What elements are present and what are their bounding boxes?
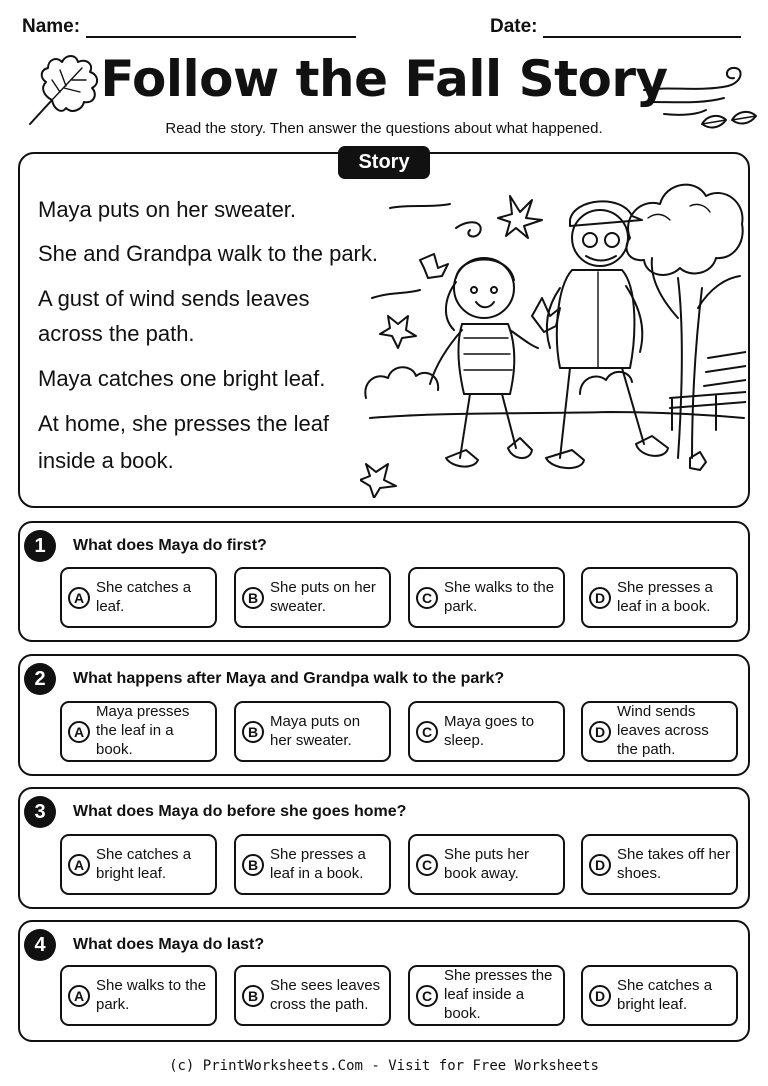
footer-credit: (c) PrintWorksheets.Com - Visit for Free Worksheets	[169, 1058, 599, 1074]
page-title: Follow the Fall Story	[100, 50, 668, 108]
option-text: Maya puts on her sweater.	[270, 712, 361, 749]
story-line: across the path.	[38, 321, 195, 346]
story-tag: Story	[338, 146, 430, 179]
option-letter: A	[68, 721, 90, 743]
q1-option-b[interactable]	[234, 567, 391, 628]
q3-option-d[interactable]	[581, 834, 738, 895]
option-text: She catches a bright leaf.	[96, 845, 192, 882]
question-text: What happens after Maya and Grandpa walk to the park?	[73, 670, 505, 687]
option-letter: C	[416, 985, 438, 1007]
option-text: Maya goes to sleep.	[444, 712, 535, 749]
question-text: What does Maya do last?	[73, 936, 265, 953]
girl-grandpa-park-illustration	[360, 168, 746, 498]
question-number: 4	[24, 929, 56, 961]
q3-option-a[interactable]	[60, 834, 217, 895]
name-label: Name:	[22, 16, 81, 37]
name-field[interactable]	[86, 36, 356, 38]
q2-option-a[interactable]	[60, 701, 217, 762]
question-number: 2	[24, 663, 56, 695]
date-label: Date:	[490, 16, 538, 37]
story-line: Maya catches one bright leaf.	[38, 366, 326, 391]
option-text: She catches a bright leaf.	[617, 976, 713, 1013]
option-text: She presses a leaf in a book.	[617, 578, 713, 615]
instructions: Read the story. Then answer the questions about what happened.	[165, 120, 603, 137]
question-text: What does Maya do before she goes home?	[73, 803, 407, 820]
question-text: What does Maya do first?	[73, 537, 267, 554]
q4-option-d[interactable]	[581, 965, 738, 1026]
story-line: A gust of wind sends leaves	[38, 286, 310, 311]
option-letter: D	[589, 587, 611, 609]
option-letter: C	[416, 854, 438, 876]
story-line: Maya puts on her sweater.	[38, 197, 297, 222]
option-text: She presses the leaf inside a book.	[444, 967, 553, 1022]
q2-option-c[interactable]	[408, 701, 565, 762]
q3-option-c[interactable]	[408, 834, 565, 895]
option-text: She takes off her shoes.	[617, 845, 731, 882]
option-text: She catches a leaf.	[96, 578, 192, 615]
q2-option-d[interactable]	[581, 701, 738, 762]
question-number: 3	[24, 796, 56, 828]
option-letter: A	[68, 587, 90, 609]
option-letter: C	[416, 721, 438, 743]
q2-option-b[interactable]	[234, 701, 391, 762]
story-line: At home, she presses the leaf	[38, 411, 330, 436]
option-text: She walks to the park.	[444, 578, 555, 615]
option-letter: B	[242, 587, 264, 609]
option-letter: B	[242, 854, 264, 876]
option-letter: B	[242, 721, 264, 743]
q4-option-a[interactable]	[60, 965, 217, 1026]
option-text: She presses a leaf in a book.	[270, 845, 366, 882]
option-text: She walks to the park.	[96, 976, 207, 1013]
option-text: She puts her book away.	[444, 845, 530, 882]
option-text: She sees leaves cross the path.	[270, 976, 381, 1013]
option-letter: A	[68, 985, 90, 1007]
q4-option-b[interactable]	[234, 965, 391, 1026]
option-letter: D	[589, 854, 611, 876]
date-field[interactable]	[543, 36, 741, 38]
q1-option-c[interactable]	[408, 567, 565, 628]
option-letter: C	[416, 587, 438, 609]
story-line: inside a book.	[38, 448, 174, 473]
option-text: Wind sends leaves across the path.	[617, 703, 709, 758]
q1-option-d[interactable]	[581, 567, 738, 628]
q4-option-c[interactable]	[408, 965, 565, 1026]
q1-option-a[interactable]	[60, 567, 217, 628]
q3-option-b[interactable]	[234, 834, 391, 895]
option-text: Maya presses the leaf in a book.	[96, 703, 190, 758]
option-letter: A	[68, 854, 90, 876]
question-number: 1	[24, 530, 56, 562]
option-letter: B	[242, 985, 264, 1007]
option-letter: D	[589, 721, 611, 743]
option-text: She puts on her sweater.	[270, 578, 376, 615]
story-line: She and Grandpa walk to the park.	[38, 241, 378, 266]
option-letter: D	[589, 985, 611, 1007]
